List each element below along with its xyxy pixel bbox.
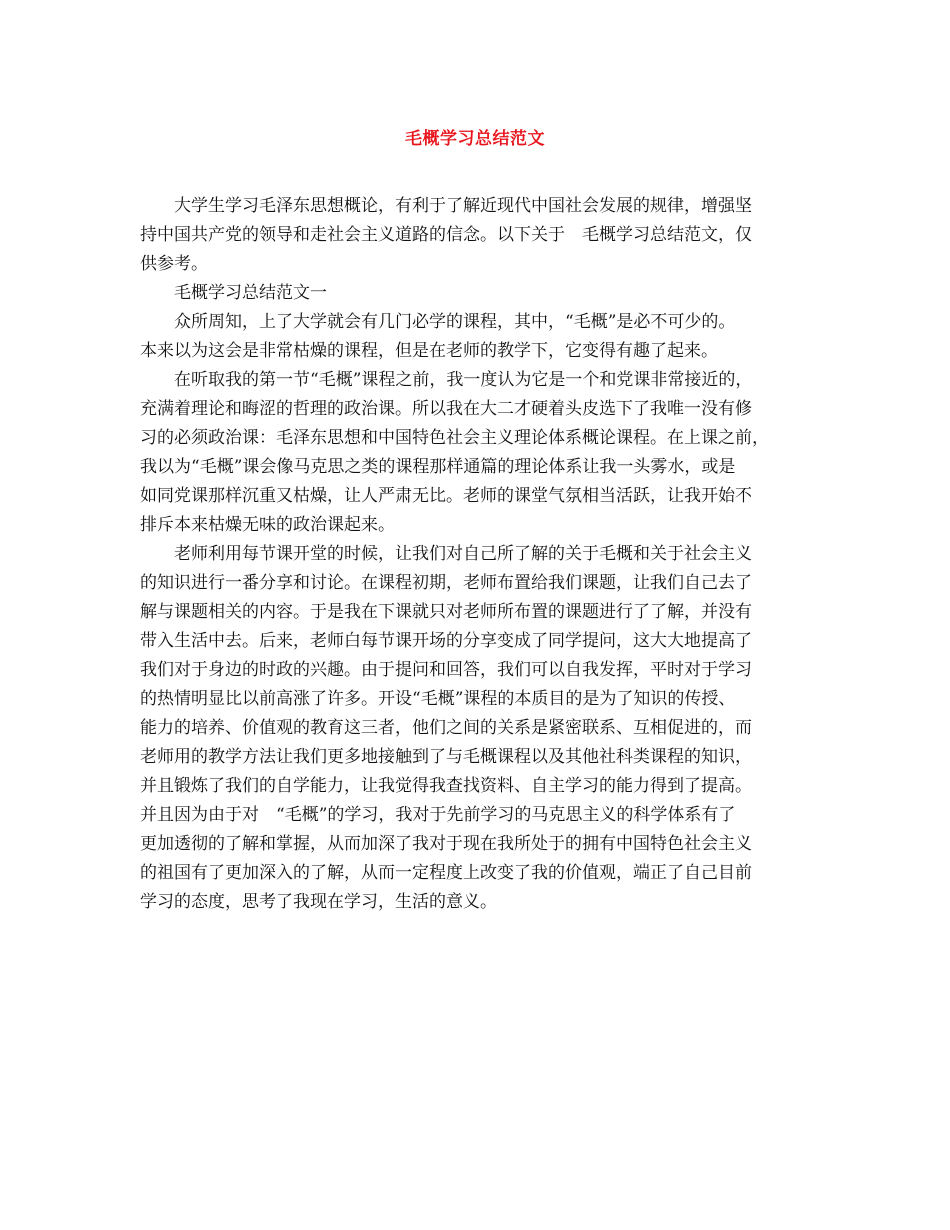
paragraph-line: 如同党课那样沉重又枯燥，让人严肃无比。老师的课堂气氛相当活跃，让我开始不 (140, 486, 752, 506)
paragraph-line: 能力的培养、价值观的教育这三者，他们之间的关系是紧密联系、互相促进的，而 (140, 718, 752, 738)
paragraph-line: 老师用的教学方法让我们更多地接触到了与毛概课程以及其他社科类课程的知识， (140, 747, 752, 767)
paragraph-line: 习的必须政治课：毛泽东思想和中国特色社会主义理论体系概论课程。在上课之前， (140, 428, 769, 448)
paragraph-line: 大学生学习毛泽东思想概论，有利于了解近现代中国社会发展的规律，增强坚 (174, 196, 752, 216)
paragraph-line: 持中国共产党的领导和走社会主义道路的信念。以下关于 毛概学习总结范文，仅 (140, 225, 752, 245)
paragraph-line: 并且锻炼了我们的自学能力，让我觉得我查找资料、自主学习的能力得到了提高。 (140, 776, 752, 796)
paragraph-line: 的祖国有了更加深入的了解，从而一定程度上改变了我的价值观，端正了自己目前 (140, 863, 752, 883)
document-body (140, 192, 812, 917)
paragraph-line: 学习的态度，思考了我现在学习，生活的意义。 (140, 892, 497, 912)
document-title: 毛概学习总结范文 (405, 129, 545, 149)
paragraph-line: 的热情明显比以前高涨了许多。开设“毛概”课程的本质目的是为了知识的传授、 (140, 689, 736, 709)
paragraph-line: 解与课题相关的内容。于是我在下课就只对老师所布置的课题进行了了解，并没有 (140, 602, 752, 622)
paragraph-line: 供参考。 (140, 254, 208, 274)
paragraph-line: 并且因为由于对 “毛概”的学习，我对于先前学习的马克思主义的科学体系有了 (140, 805, 736, 825)
paragraph-line: 我以为“毛概”课会像马克思之类的课程那样通篇的理论体系让我一头雾水，或是 (140, 457, 736, 477)
paragraph-line: 本来以为这会是非常枯燥的课程，但是在老师的教学下，它变得有趣了起来。 (140, 341, 718, 361)
paragraph-line: 老师利用每节课开堂的时候，让我们对自己所了解的关于毛概和关于社会主义 (174, 544, 752, 564)
paragraph-line: 的知识进行一番分享和讨论。在课程初期，老师布置给我们课题，让我们自己去了 (140, 573, 752, 593)
paragraph-line: 在听取我的第一节“毛概”课程之前，我一度认为它是一个和党课非常接近的， (174, 370, 753, 390)
paragraph-line: 更加透彻的了解和掌握，从而加深了我对于现在我所处于的拥有中国特色社会主义 (140, 834, 752, 854)
section-heading: 毛概学习总结范文一 (174, 283, 327, 303)
paragraph-line: 我们对于身边的时政的兴趣。由于提问和回答，我们可以自我发挥，平时对于学习 (140, 660, 752, 680)
paragraph-line: 众所周知，上了大学就会有几门必学的课程，其中，“毛概”是必不可少的。 (174, 312, 736, 332)
paragraph-line: 带入生活中去。后来，老师白每节课开场的分享变成了同学提问，这大大地提高了 (140, 631, 752, 651)
paragraph-line: 充满着理论和晦涩的哲理的政治课。所以我在大二才硬着头皮选下了我唯一没有修 (140, 399, 752, 419)
paragraph-line: 排斥本来枯燥无味的政治课起来。 (140, 515, 395, 535)
